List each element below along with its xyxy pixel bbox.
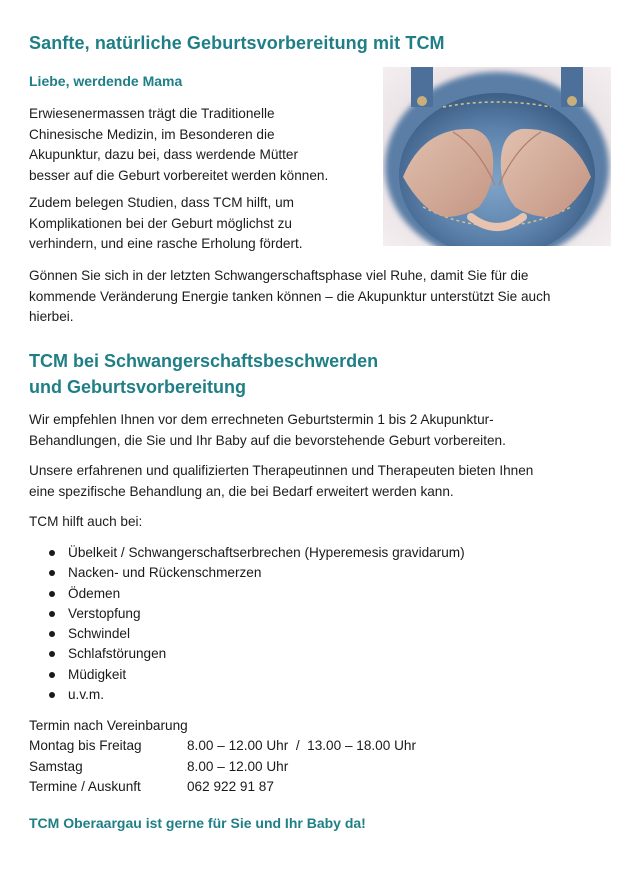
phone-number: 062 922 91 87 <box>187 778 274 794</box>
text-line: hierbei. <box>29 309 74 324</box>
bullet-icon <box>49 651 55 657</box>
bullet-icon <box>49 550 55 556</box>
heading-line: TCM bei Schwangerschaftsbeschwerden <box>29 351 379 371</box>
bullet-icon <box>49 611 55 617</box>
text-line: Wir empfehlen Ihnen vor dem errechneten Geburtstermin 1 bis 2 Akupunktur- <box>29 412 494 427</box>
list-item <box>29 685 465 705</box>
text-line: Erwiesenermassen trägt die Traditionelle <box>29 106 275 121</box>
section-paragraph-3: TCM hilft auch bei: <box>29 514 143 529</box>
list-item-text: Verstopfung <box>68 605 141 621</box>
page-title: Sanfte, natürliche Geburtsvorbereitung mit TCM <box>29 33 445 53</box>
pregnant-belly-icon <box>383 67 611 246</box>
section-heading <box>29 348 378 400</box>
text-line: kommende Veränderung Energie tanken können – die Akupunktur unterstützt Sie auch <box>29 288 551 304</box>
pregnancy-photo <box>383 67 611 246</box>
list-item <box>29 604 465 624</box>
bullet-icon <box>49 591 55 597</box>
list-item <box>29 584 465 604</box>
bullet-icon <box>49 692 55 698</box>
list-item <box>29 644 465 664</box>
hours-row <box>29 736 416 756</box>
hours-row <box>29 777 416 797</box>
text-line: Akupunktur, dazu bei, dass werdende Mütter <box>29 147 299 162</box>
opening-hours <box>29 716 416 797</box>
list-item-text: u.v.m. <box>68 687 105 703</box>
heading-line: und Geburtsvorbereitung <box>29 377 247 397</box>
hours-value: 8.00 – 12.00 Uhr <box>187 758 289 774</box>
bullet-icon <box>49 672 55 678</box>
text-line: eine spezifische Behandlung an, die bei Bedarf erweitert werden kann. <box>29 483 454 499</box>
text-line: Gönnen Sie sich in der letzten Schwangerschaftsphase viel Ruhe, damit Sie für die <box>29 268 529 283</box>
intro-paragraph-2 <box>29 193 303 255</box>
text-line: Zudem belegen Studien, dass TCM hilft, um <box>29 195 294 210</box>
bullet-icon <box>49 631 55 637</box>
list-item-text: Schlafstörungen <box>68 646 167 662</box>
bullet-icon <box>49 570 55 576</box>
list-item-text: Ödemen <box>68 585 121 601</box>
list-item-text: Übelkeit / Schwangerschaftserbrechen (Hyperemesis gravidarum) <box>68 545 465 560</box>
intro-heading: Liebe, werdende Mama <box>29 73 183 89</box>
text-line: verhindern, und eine rasche Erholung fördert. <box>29 236 303 251</box>
hours-row <box>29 757 416 777</box>
text-line: Komplikationen bei der Geburt möglichst zu <box>29 215 292 231</box>
text-line: Unsere erfahrenen und qualifizierten Therapeutinnen und Therapeuten bieten Ihnen <box>29 463 534 478</box>
intro-paragraph-1 <box>29 104 328 186</box>
hours-intro: Termin nach Vereinbarung <box>29 718 188 733</box>
symptom-list <box>29 543 465 705</box>
intro-paragraph-3 <box>29 266 550 328</box>
list-item <box>29 543 465 563</box>
contact-label: Termine / Auskunft <box>29 778 141 794</box>
list-item-text: Nacken- und Rückenschmerzen <box>68 565 262 581</box>
text-line: besser auf die Geburt vorbereitet werden können. <box>29 167 329 183</box>
text-line: Behandlungen, die Sie und Ihr Baby auf die bevorstehende Geburt vorbereiten. <box>29 432 506 448</box>
list-item-text: Müdigkeit <box>68 666 127 682</box>
list-item <box>29 624 465 644</box>
text-line: Chinesische Medizin, im Besonderen die <box>29 126 275 142</box>
hours-value: 8.00 – 12.00 Uhr / 13.00 – 18.00 Uhr <box>187 738 416 754</box>
section-paragraph-1 <box>29 410 506 451</box>
section-paragraph-2 <box>29 461 533 502</box>
hours-label: Samstag <box>29 758 83 774</box>
hours-label: Montag bis Freitag <box>29 738 142 754</box>
list-item <box>29 563 465 583</box>
list-item-text: Schwindel <box>68 626 130 642</box>
list-item <box>29 665 465 685</box>
footer-tagline: TCM Oberaargau ist gerne für Sie und Ihr Baby da! <box>29 815 366 831</box>
